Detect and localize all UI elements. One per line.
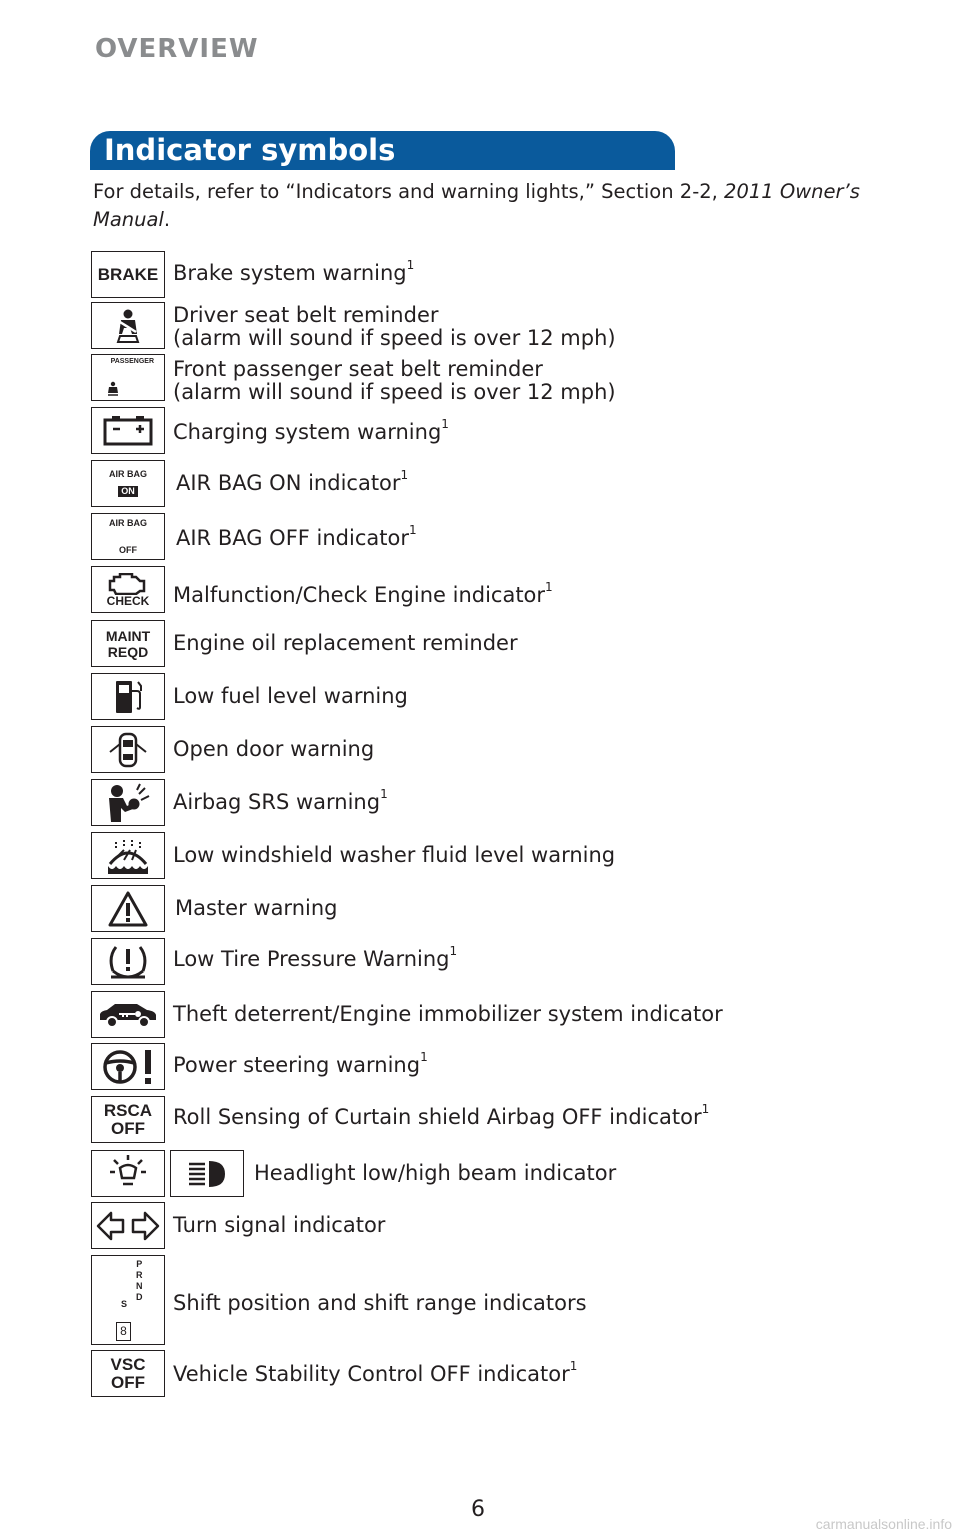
shift-letter-r: R [136,1270,143,1280]
brake-warning-icon [91,251,165,298]
label-text: Power steering warning [173,1053,421,1077]
master-warning-icon [91,885,165,932]
open-door-icon [91,726,165,773]
footnote-mark: 1 [420,1050,428,1064]
indicator-label-charging [173,417,449,444]
label-text: Low fuel level warning [173,684,408,708]
indicator-label-brake [173,258,415,285]
indicator-label-shift [173,1291,587,1315]
label-text: Shift position and shift range indicators [173,1291,587,1315]
section-heading: OVERVIEW [95,34,259,64]
vsc-off-icon-text: OFF [111,1373,145,1392]
indicator-label-turn [173,1213,385,1237]
indicator-label-vsc [173,1359,578,1386]
banner-title: Indicator symbols [104,133,396,167]
security-car-key-icon [91,991,165,1038]
vsc-off-icon [91,1350,165,1397]
indicator-label-srs [173,787,388,814]
indicator-label-steering [173,1050,428,1077]
airbag-off-icon-state: OFF [119,544,137,555]
footnote-mark: 1 [406,258,415,272]
srs-airbag-icon [91,779,165,826]
label-text: Driver seat belt reminder [173,303,439,327]
indicator-label-headlight [254,1161,616,1185]
indicator-label-check-engine [173,580,553,607]
label-text: Vehicle Stability Control OFF indicator [173,1362,570,1386]
label-text: Theft deterrent/Engine immobilizer system indicator [173,1002,723,1026]
indicator-label-door [173,737,374,761]
intro-paragraph [93,178,883,234]
turn-signal-icon [91,1202,165,1249]
manual-reference: 2011 Owner’s Manual [93,180,860,231]
shift-letter-n: N [136,1281,143,1291]
label-text: Open door warning [173,737,375,761]
indicator-label-driver-seatbelt [173,304,616,350]
brake-icon-text: BRAKE [97,265,159,284]
label-text: Headlight low/high beam indicator [254,1161,617,1185]
indicator-label-theft [173,1002,723,1026]
footnote-mark: 1 [701,1102,710,1116]
label-text: AIR BAG ON indicator [176,471,401,495]
airbag-on-icon [91,460,165,507]
footnote-mark: 1 [380,787,388,801]
indicator-label-washer [173,843,615,867]
high-beam-icon [170,1150,244,1197]
footnote-mark: 1 [545,580,553,594]
check-icon-text: CHECK [106,593,150,608]
label-text: Front passenger seat belt reminder [173,357,543,381]
power-steering-icon [91,1043,165,1090]
reqd-icon-text: REQD [107,643,149,660]
page-number: 6 [471,1497,485,1522]
label-subtext: (alarm will sound if speed is over 12 mph) [173,326,616,350]
label-text: Malfunction/Check Engine indicator [173,583,546,607]
rsca-off-icon [91,1096,165,1143]
shift-range-digit: 8 [116,1322,131,1341]
washer-fluid-icon [91,832,165,879]
section-banner [90,131,675,170]
footnote-mark: 1 [408,523,417,537]
label-text: Turn signal indicator [173,1213,386,1237]
footnote-mark: 1 [569,1359,578,1373]
indicator-label-tire [173,944,458,971]
passenger-seatbelt-icon [91,354,165,401]
maint-icon-text: MAINT [105,627,151,644]
vsc-icon-text: VSC [110,1355,146,1374]
footnote-mark: 1 [449,944,458,958]
shift-letter-d: D [136,1292,143,1302]
battery-icon [91,407,165,454]
driver-seatbelt-icon [91,302,165,349]
airbag-on-icon-state: ON [118,486,138,497]
footnote-mark: 1 [441,417,449,431]
rsca-off-icon-text: OFF [110,1119,145,1138]
airbag-off-icon [91,513,165,560]
check-engine-icon [91,566,165,613]
label-subtext: (alarm will sound if speed is over 12 mph) [173,380,616,404]
intro-period: . [163,208,171,231]
label-text: Roll Sensing of Curtain shield Airbag OFF indicator [173,1105,702,1129]
indicator-label-airbag-off [176,523,417,550]
watermark: carmanualsonline.info [815,1516,952,1532]
intro-text: For details, refer to “Indicators and warning lights,” Section 2-2, [93,180,725,203]
indicator-label-airbag-on [176,468,409,495]
maint-reqd-icon [91,620,165,667]
passenger-icon-text: PASSENGER [110,358,154,365]
label-text: Charging system warning [173,420,442,444]
label-text: Master warning [175,896,338,920]
shift-position-icon [91,1255,165,1345]
label-text: AIR BAG OFF indicator [176,526,409,550]
airbag-off-icon-text: AIR BAG [109,517,147,528]
footnote-mark: 1 [400,468,409,482]
indicator-label-fuel [173,684,408,708]
indicator-label-oil [173,631,518,655]
fuel-pump-icon [91,673,165,720]
indicator-label-passenger-seatbelt [173,358,616,404]
rsca-icon-text: RSCA [103,1101,153,1120]
tire-pressure-icon [91,938,165,985]
airbag-on-icon-text: AIR BAG [109,468,147,479]
indicator-label-master [175,896,337,920]
label-text: Airbag SRS warning [173,790,381,814]
label-text: Low Tire Pressure Warning [173,947,450,971]
label-text: Engine oil replacement reminder [173,631,518,655]
shift-letter-p: P [136,1259,143,1269]
label-text: Low windshield washer fluid level warning [173,843,616,867]
label-text: Brake system warning [173,261,407,285]
indicator-label-rsca [173,1102,710,1129]
headlight-icon [91,1150,165,1197]
shift-letter-s: S [121,1299,128,1309]
